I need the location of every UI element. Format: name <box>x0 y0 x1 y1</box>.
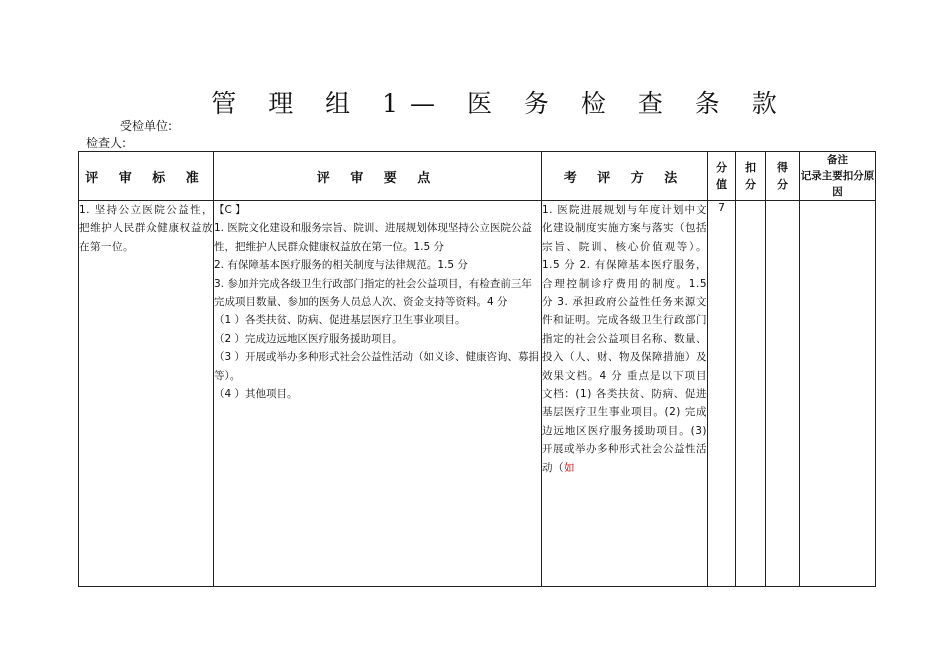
header-criteria: 评 审 标 准 <box>79 152 214 201</box>
criteria-cell: 1. 坚持公立医院公益性，把维护人民群众健康权益放在第一位。 <box>79 201 214 587</box>
deduct-cell[interactable] <box>736 201 766 587</box>
document-title: 管 理 组 1— 医 务 检 查 条 款 <box>211 89 789 118</box>
header-note <box>800 152 876 201</box>
key-point-1: 1. 医院文化建设和服务宗旨、院训、进展规划体现坚持公立医院公益性，把维护人民群众健康权益放在第一位。1.5 分 <box>214 222 532 253</box>
key-point-3-1: （1 ）各类扶贫、防病、促进基层医疗卫生事业项目。 <box>214 314 466 327</box>
header-obtained <box>766 152 800 201</box>
inspection-table <box>78 151 876 587</box>
key-points-cell <box>214 201 542 587</box>
score-value-cell: 7 <box>708 201 736 587</box>
inspector-label: 检查人: <box>86 136 127 150</box>
header-score-value-line2: 值 <box>716 178 727 191</box>
header-deduct-line1: 扣 <box>745 161 756 174</box>
header-obtained-line2: 分 <box>777 178 788 191</box>
header-score-value <box>708 152 736 201</box>
key-point-3-4: （4 ）其他项目。 <box>214 388 298 401</box>
header-score-value-line1: 分 <box>716 161 727 174</box>
key-point-3: 3. 参加并完成各级卫生行政部门指定的社会公益项目，有检查前三年完成项目数量、参加的医务人员总人次、资金支持等资料。4 分 <box>214 277 532 309</box>
method-cell <box>542 201 708 587</box>
note-cell[interactable] <box>800 201 876 587</box>
obtained-cell[interactable] <box>766 201 800 587</box>
key-point-3-2: （2 ）完成边远地区医疗服务援助项目。 <box>214 332 403 345</box>
header-method: 考 评 方 法 <box>542 152 708 201</box>
key-point-2: 2. 有保障基本医疗服务的相关制度与法律规范。1.5 分 <box>214 259 468 272</box>
header-row <box>79 152 876 201</box>
header-note-line2: 记录主要扣分原因 <box>800 170 875 198</box>
header-deduct-line2: 分 <box>745 178 756 191</box>
inspected-unit-label: 受检单位: <box>120 119 173 133</box>
method-highlight: 如 <box>564 461 575 474</box>
key-point-3-3: （3 ）开展或举办多种形式社会公益性活动（如义诊、健康咨询、募捐等）。 <box>214 351 540 382</box>
header-note-line1: 备注 <box>827 154 848 166</box>
header-obtained-line1: 得 <box>777 161 788 174</box>
header-deduct <box>736 152 766 201</box>
method-text: 1. 医院进展规划与年度计划中文化建设制度实施方案与落实（包括宗旨、院训、核心价值观等）。1.5 分 2. 有保障基本医疗服务，合理控制诊疗费用的制度。1.5 分 3. 承担政府公益性任务来源文件和证明。完成各级卫生行政部门指定的社会公益项目名称、数量、投入（人、财、物及保障措施）及效果文档。4 分 重点是以下项目文档：(1) 各类扶贫、防病、促进基层医疗卫生事业项目。(2) 完成边远地区医疗服务援助项目。(3) 开展或举办多种形式社会公益性活动（ <box>542 204 707 474</box>
header-key-points: 评 审 要 点 <box>214 152 542 201</box>
key-point-level: 【C 】 <box>214 204 246 216</box>
table-row <box>79 201 876 587</box>
